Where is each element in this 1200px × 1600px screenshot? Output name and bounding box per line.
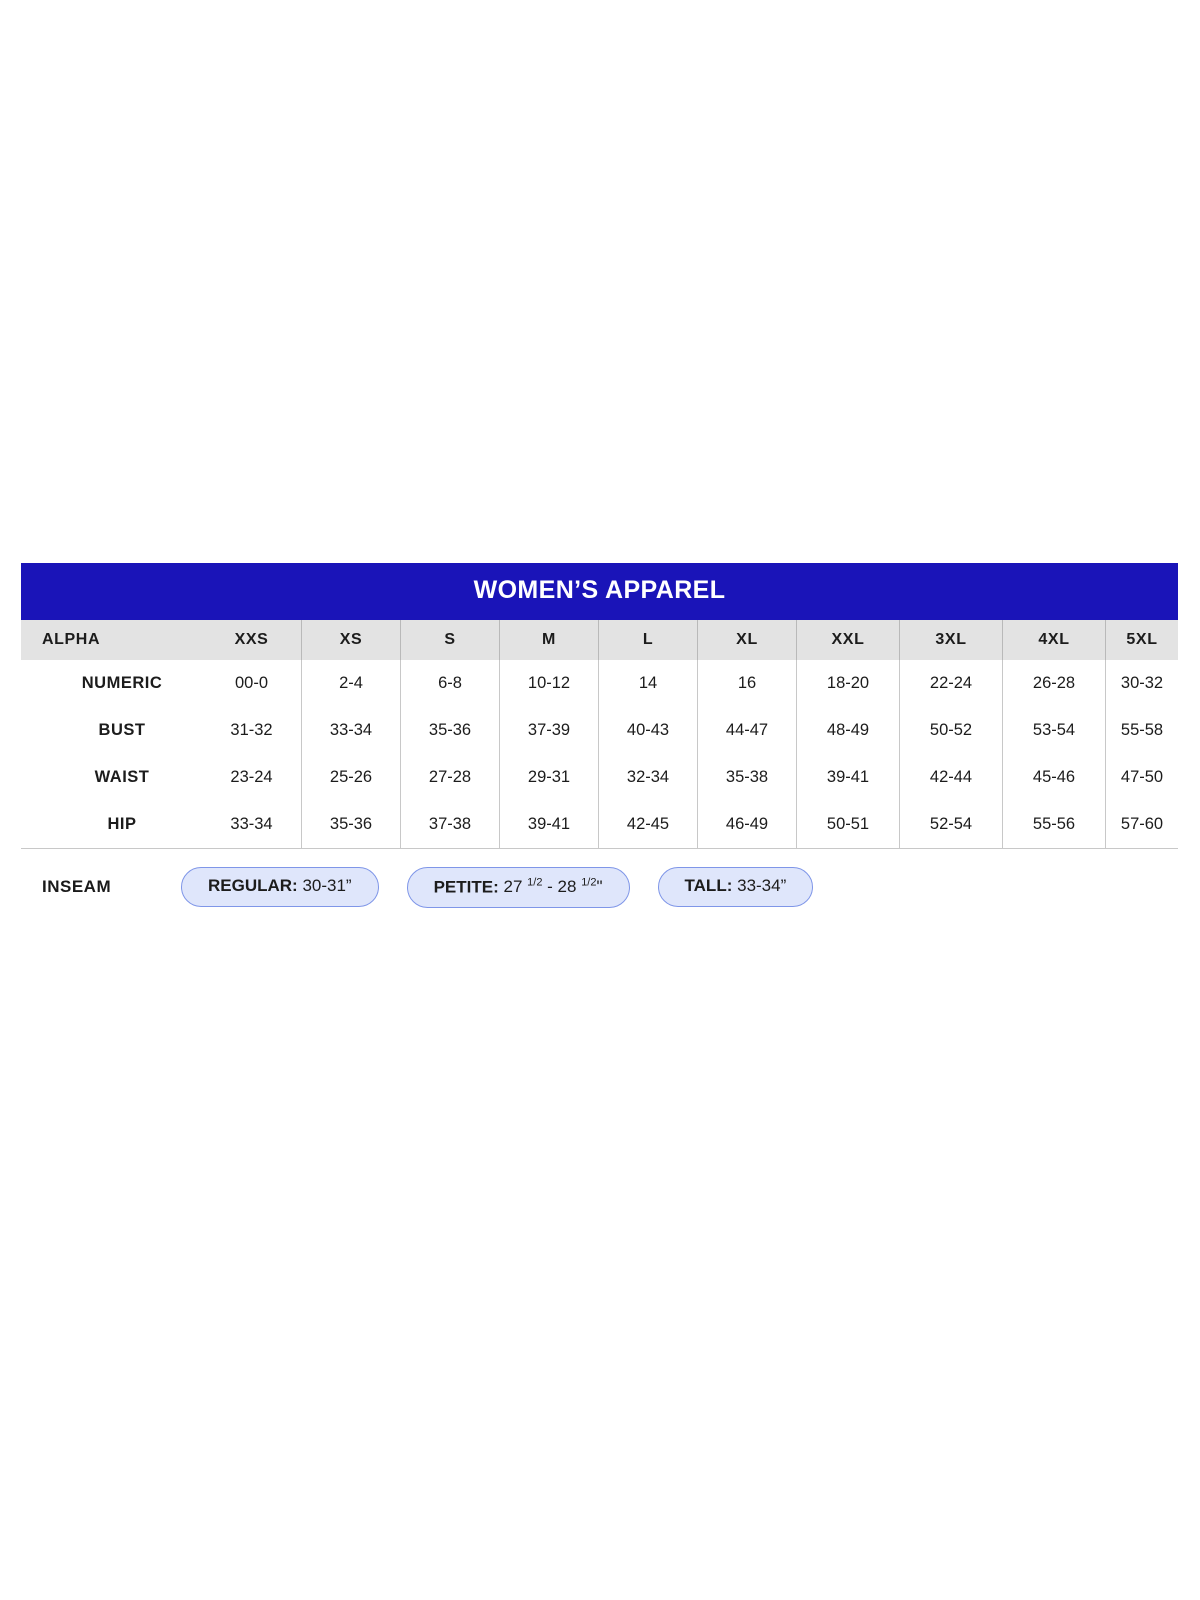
cell-numeric-5xl: 30-32 <box>1120 673 1164 692</box>
inseam-option-regular-value: 30-31” <box>302 876 352 896</box>
row-label-hip: HIP <box>21 801 202 849</box>
cell-numeric-4xl: 26-28 <box>1003 660 1106 707</box>
cell-hip-xxl: 50-51 <box>797 801 900 849</box>
row-label-inseam: INSEAM <box>42 877 112 897</box>
cell-waist-xxs: 23-24 <box>202 754 302 801</box>
cell-bust-xxl: 48-49 <box>797 707 900 754</box>
cell-bust-m: 37-39 <box>500 707 599 754</box>
cell-hip-xs: 35-36 <box>302 801 401 849</box>
cell-bust-3xl: 50-52 <box>900 707 1003 754</box>
inseam-option-tall-value: 33-34” <box>737 876 787 896</box>
row-label-bust: BUST <box>98 720 146 739</box>
cell-waist-xl: 35-38 <box>698 754 797 801</box>
cell-hip-3xl: 52-54 <box>900 801 1003 849</box>
cell-bust-xl: 44-47 <box>698 707 797 754</box>
inseam-option-regular[interactable] <box>181 867 379 907</box>
size-chart <box>21 563 1178 908</box>
column-header-xs: XS <box>302 620 401 660</box>
column-header-alpha: ALPHA <box>21 620 202 660</box>
table-header-row <box>21 620 1178 660</box>
cell-waist-4xl: 45-46 <box>1003 754 1106 801</box>
cell-bust-s: 35-36 <box>401 707 500 754</box>
column-header-xl: XL <box>698 620 797 660</box>
cell-bust-xxs: 31-32 <box>202 707 302 754</box>
column-header-l: L <box>599 620 698 660</box>
cell-waist-xs: 25-26 <box>302 754 401 801</box>
cell-waist-m: 29-31 <box>500 754 599 801</box>
cell-hip-4xl: 55-56 <box>1003 801 1106 849</box>
inseam-row <box>21 849 1178 908</box>
column-header-3xl: 3XL <box>900 620 1003 660</box>
inseam-option-petite-value: 27 $^{1/2}$ - 28 $^{1/2}$" <box>503 876 603 897</box>
cell-hip-m: 39-41 <box>500 801 599 849</box>
cell-hip-xxs: 33-34 <box>202 801 302 849</box>
cell-hip-xl: 46-49 <box>698 801 797 849</box>
table-row <box>21 707 1178 754</box>
cell-numeric-m: 10-12 <box>500 660 599 707</box>
cell-hip-s: 37-38 <box>401 801 500 849</box>
cell-bust-l: 40-43 <box>599 707 698 754</box>
cell-numeric-s: 6-8 <box>401 660 500 707</box>
cell-numeric-xl: 16 <box>698 660 797 707</box>
cell-waist-5xl: 47-50 <box>1120 767 1164 786</box>
cell-hip-l: 42-45 <box>599 801 698 849</box>
inseam-option-tall[interactable] <box>658 867 814 907</box>
size-table <box>21 620 1178 849</box>
column-header-m: M <box>500 620 599 660</box>
column-header-4xl: 4XL <box>1003 620 1106 660</box>
cell-numeric-xs: 2-4 <box>302 660 401 707</box>
column-header-5xl: 5XL <box>1106 620 1179 660</box>
inseam-option-tall-name: TALL: <box>684 876 733 896</box>
cell-waist-xxl: 39-41 <box>797 754 900 801</box>
column-header-xxs: XXS <box>202 620 302 660</box>
cell-numeric-xxl: 18-20 <box>797 660 900 707</box>
column-header-xxl: XXL <box>797 620 900 660</box>
cell-bust-5xl: 55-58 <box>1120 720 1164 739</box>
cell-hip-5xl: 57-60 <box>1106 801 1179 849</box>
cell-numeric-l: 14 <box>599 660 698 707</box>
table-row <box>21 660 1178 707</box>
row-label-numeric: NUMERIC <box>81 673 163 692</box>
column-header-s: S <box>401 620 500 660</box>
inseam-option-regular-name: REGULAR: <box>208 876 298 896</box>
cell-waist-3xl: 42-44 <box>900 754 1003 801</box>
cell-bust-4xl: 53-54 <box>1003 707 1106 754</box>
inseam-option-petite[interactable] <box>407 867 630 908</box>
inseam-option-petite-name: PETITE: <box>433 877 499 897</box>
table-row <box>21 801 1178 849</box>
table-row <box>21 754 1178 801</box>
chart-title: WOMEN’S APPAREL <box>21 563 1178 620</box>
cell-waist-s: 27-28 <box>401 754 500 801</box>
cell-waist-l: 32-34 <box>599 754 698 801</box>
cell-numeric-3xl: 22-24 <box>900 660 1003 707</box>
row-label-waist: WAIST <box>94 767 150 786</box>
cell-numeric-xxs: 00-0 <box>202 660 302 707</box>
cell-bust-xs: 33-34 <box>302 707 401 754</box>
